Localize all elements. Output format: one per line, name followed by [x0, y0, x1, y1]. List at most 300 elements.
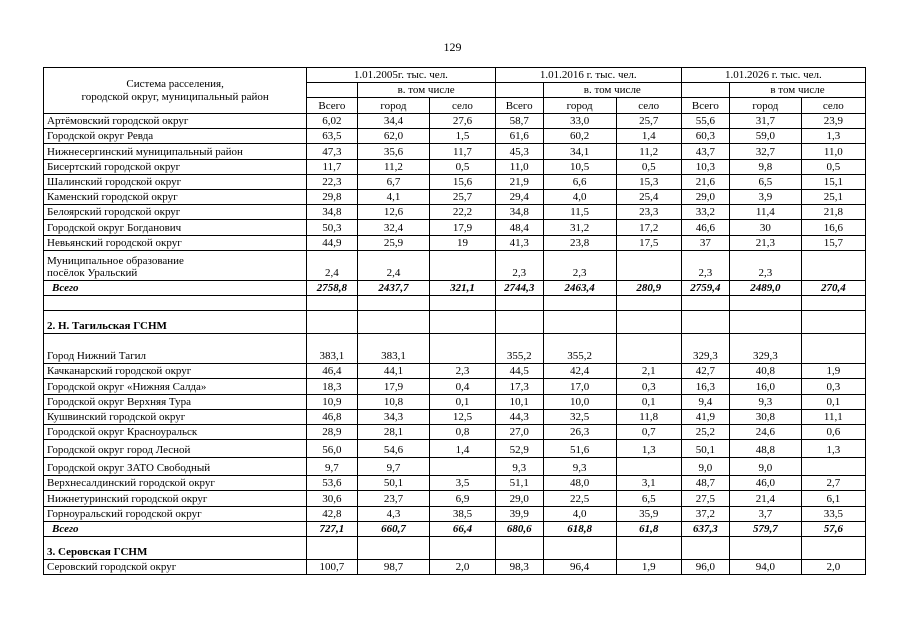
empty-cell — [44, 296, 307, 311]
total-row — [44, 280, 866, 296]
table-row — [44, 114, 866, 129]
value-cell: 329,3 — [681, 334, 729, 364]
value-cell: 15,1 — [801, 174, 865, 189]
district-name: Городской округ Ревда — [44, 129, 307, 144]
value-cell: 29,0 — [681, 189, 729, 204]
empty-cell — [430, 537, 495, 560]
empty-cell — [616, 296, 681, 311]
value-cell: 3,1 — [616, 476, 681, 491]
district-name-line: Муниципальное образование — [47, 254, 184, 267]
table-row — [44, 458, 866, 476]
district-name: Каменский городской округ — [44, 189, 307, 204]
value-cell: 3,9 — [730, 189, 802, 204]
value-cell: 30,6 — [307, 491, 357, 506]
value-cell: 25,1 — [801, 189, 865, 204]
district-name: Кушвинский городской округ — [44, 409, 307, 424]
empty-cell — [801, 296, 865, 311]
empty-cell — [801, 537, 865, 560]
value-cell: 38,5 — [430, 506, 495, 521]
value-cell: 4,3 — [357, 506, 430, 521]
value-cell: 355,2 — [495, 334, 543, 364]
header-line: Система расселения, — [126, 77, 224, 90]
value-cell: 0,5 — [430, 159, 495, 174]
value-cell — [430, 334, 495, 364]
table-row — [44, 220, 866, 235]
value-cell: 2,3 — [495, 250, 543, 280]
value-cell: 31,7 — [730, 114, 802, 129]
total-value-cell: 2759,4 — [681, 280, 729, 296]
value-cell: 48,7 — [681, 476, 729, 491]
header-including: в. том числе — [357, 83, 495, 98]
table-row — [44, 235, 866, 250]
district-name: Невьянский городской округ — [44, 235, 307, 250]
table-row — [44, 491, 866, 506]
total-value-cell: 280,9 — [616, 280, 681, 296]
value-cell: 23,3 — [616, 205, 681, 220]
empty-cell — [543, 537, 616, 560]
value-cell: 11,4 — [730, 205, 802, 220]
value-cell: 0,8 — [430, 424, 495, 439]
value-cell: 18,3 — [307, 379, 357, 394]
value-cell: 44,5 — [495, 364, 543, 379]
value-cell: 10,8 — [357, 394, 430, 409]
value-cell: 42,8 — [307, 506, 357, 521]
value-cell: 1,9 — [801, 364, 865, 379]
value-cell: 383,1 — [357, 334, 430, 364]
table-row — [44, 144, 866, 159]
value-cell: 60,3 — [681, 129, 729, 144]
total-value-cell: 579,7 — [730, 521, 802, 537]
value-cell: 60,2 — [543, 129, 616, 144]
value-cell: 0,1 — [801, 394, 865, 409]
value-cell: 32,5 — [543, 409, 616, 424]
value-cell: 21,3 — [730, 235, 802, 250]
value-cell — [616, 458, 681, 476]
value-cell: 50,1 — [681, 440, 729, 458]
header-period-2026: 1.01.2026 г. тыс. чел. — [681, 68, 865, 83]
value-cell: 22,5 — [543, 491, 616, 506]
value-cell: 17,9 — [430, 220, 495, 235]
value-cell: 46,8 — [307, 409, 357, 424]
total-value-cell: 61,8 — [616, 521, 681, 537]
value-cell: 63,5 — [307, 129, 357, 144]
district-name: Нижнетуринский городской округ — [44, 491, 307, 506]
table-row — [44, 560, 866, 575]
value-cell: 39,9 — [495, 506, 543, 521]
value-cell: 56,0 — [307, 440, 357, 458]
value-cell: 3,5 — [430, 476, 495, 491]
total-value-cell: 2463,4 — [543, 280, 616, 296]
value-cell: 32,4 — [357, 220, 430, 235]
value-cell — [616, 334, 681, 364]
value-cell: 9,0 — [730, 458, 802, 476]
value-cell: 9,7 — [307, 458, 357, 476]
value-cell: 9,3 — [730, 394, 802, 409]
table-row — [44, 424, 866, 439]
value-cell: 30 — [730, 220, 802, 235]
empty-cell — [616, 311, 681, 334]
value-cell: 34,8 — [495, 205, 543, 220]
value-cell: 27,5 — [681, 491, 729, 506]
value-cell: 10,0 — [543, 394, 616, 409]
value-cell: 46,4 — [307, 364, 357, 379]
total-value-cell: 2489,0 — [730, 280, 802, 296]
value-cell: 0,7 — [616, 424, 681, 439]
section-title: 2. Н. Тагильская ГСНМ — [44, 311, 307, 334]
total-value-cell: 2744,3 — [495, 280, 543, 296]
value-cell: 33,2 — [681, 205, 729, 220]
value-cell: 41,3 — [495, 235, 543, 250]
district-name: Качканарский городской округ — [44, 364, 307, 379]
value-cell: 9,0 — [681, 458, 729, 476]
value-cell: 9,3 — [543, 458, 616, 476]
value-cell: 48,8 — [730, 440, 802, 458]
empty-cell — [616, 537, 681, 560]
total-value-cell: 321,1 — [430, 280, 495, 296]
district-name: Серовский городской округ — [44, 560, 307, 575]
value-cell — [616, 250, 681, 280]
value-cell: 17,2 — [616, 220, 681, 235]
empty-cell — [543, 296, 616, 311]
value-cell — [801, 334, 865, 364]
value-cell: 6,7 — [357, 174, 430, 189]
page-number: 129 — [443, 40, 462, 54]
value-cell: 6,5 — [616, 491, 681, 506]
district-name-line: посёлок Уральский — [47, 266, 138, 279]
value-cell: 329,3 — [730, 334, 802, 364]
value-cell: 44,9 — [307, 235, 357, 250]
value-cell: 1,3 — [801, 440, 865, 458]
value-cell: 25,9 — [357, 235, 430, 250]
district-name: Городской округ Богданович — [44, 220, 307, 235]
value-cell: 10,3 — [681, 159, 729, 174]
empty-cell — [730, 296, 802, 311]
value-cell: 51,1 — [495, 476, 543, 491]
header-period-2005: 1.01.2005г. тыс. чел. — [307, 68, 495, 83]
section-row — [44, 311, 866, 334]
header-empty — [681, 83, 729, 98]
value-cell: 55,6 — [681, 114, 729, 129]
total-value-cell: 727,1 — [307, 521, 357, 537]
value-cell: 29,4 — [495, 189, 543, 204]
value-cell: 15,7 — [801, 235, 865, 250]
total-value-cell: 680,6 — [495, 521, 543, 537]
value-cell: 52,9 — [495, 440, 543, 458]
value-cell: 17,3 — [495, 379, 543, 394]
value-cell: 96,4 — [543, 560, 616, 575]
table-row — [44, 379, 866, 394]
value-cell: 35,9 — [616, 506, 681, 521]
value-cell: 61,6 — [495, 129, 543, 144]
value-cell: 28,1 — [357, 424, 430, 439]
total-value-cell: 2437,7 — [357, 280, 430, 296]
header-city: город — [543, 98, 616, 114]
value-cell: 42,7 — [681, 364, 729, 379]
value-cell: 4,0 — [543, 506, 616, 521]
value-cell: 25,7 — [430, 189, 495, 204]
value-cell: 2,1 — [616, 364, 681, 379]
value-cell: 0,1 — [616, 394, 681, 409]
value-cell: 11,1 — [801, 409, 865, 424]
value-cell: 41,9 — [681, 409, 729, 424]
district-name: Бисертский городской округ — [44, 159, 307, 174]
total-value-cell: 2758,8 — [307, 280, 357, 296]
table-row — [44, 409, 866, 424]
empty-cell — [730, 311, 802, 334]
value-cell — [430, 250, 495, 280]
empty-cell — [357, 296, 430, 311]
total-value-cell: 66,4 — [430, 521, 495, 537]
table-row — [44, 250, 866, 280]
value-cell: 30,8 — [730, 409, 802, 424]
empty-cell — [730, 537, 802, 560]
table-row — [44, 189, 866, 204]
value-cell: 34,3 — [357, 409, 430, 424]
value-cell: 53,6 — [307, 476, 357, 491]
value-cell: 23,8 — [543, 235, 616, 250]
value-cell: 34,4 — [357, 114, 430, 129]
table-body — [44, 114, 866, 575]
value-cell: 21,4 — [730, 491, 802, 506]
district-name: Шалинский городской округ — [44, 174, 307, 189]
value-cell: 0,5 — [616, 159, 681, 174]
header-including: в. том числе — [543, 83, 681, 98]
empty-cell — [495, 311, 543, 334]
table-row — [44, 334, 866, 364]
district-name: Городской округ Верхняя Тура — [44, 394, 307, 409]
value-cell — [430, 458, 495, 476]
value-cell: 11,2 — [616, 144, 681, 159]
value-cell: 3,7 — [730, 506, 802, 521]
header-village: село — [801, 98, 865, 114]
value-cell: 2,3 — [430, 364, 495, 379]
value-cell: 42,4 — [543, 364, 616, 379]
empty-cell — [681, 296, 729, 311]
value-cell: 15,3 — [616, 174, 681, 189]
value-cell: 98,3 — [495, 560, 543, 575]
district-name: Городской округ ЗАТО Свободный — [44, 458, 307, 476]
value-cell: 50,1 — [357, 476, 430, 491]
value-cell: 0,5 — [801, 159, 865, 174]
value-cell: 48,0 — [543, 476, 616, 491]
header-total: Всего — [307, 98, 357, 114]
value-cell: 58,7 — [495, 114, 543, 129]
value-cell: 2,3 — [730, 250, 802, 280]
value-cell: 34,1 — [543, 144, 616, 159]
value-cell: 16,6 — [801, 220, 865, 235]
table-row — [44, 296, 866, 311]
total-value-cell: 57,6 — [801, 521, 865, 537]
empty-cell — [681, 311, 729, 334]
value-cell: 50,3 — [307, 220, 357, 235]
value-cell: 1,4 — [616, 129, 681, 144]
total-value-cell: 618,8 — [543, 521, 616, 537]
empty-cell — [495, 537, 543, 560]
district-name: Городской округ Красноуральск — [44, 424, 307, 439]
value-cell: 11,0 — [495, 159, 543, 174]
table-row — [44, 364, 866, 379]
value-cell: 12,6 — [357, 205, 430, 220]
header-line: городской округ, муниципальный район — [81, 90, 269, 103]
empty-cell — [357, 537, 430, 560]
district-name: Городской округ город Лесной — [44, 440, 307, 458]
value-cell: 2,4 — [307, 250, 357, 280]
value-cell: 44,1 — [357, 364, 430, 379]
value-cell: 31,2 — [543, 220, 616, 235]
header-city: город — [357, 98, 430, 114]
value-cell: 48,4 — [495, 220, 543, 235]
value-cell: 47,3 — [307, 144, 357, 159]
value-cell: 2,3 — [681, 250, 729, 280]
value-cell: 6,9 — [430, 491, 495, 506]
value-cell: 0,3 — [616, 379, 681, 394]
empty-cell — [495, 296, 543, 311]
value-cell: 12,5 — [430, 409, 495, 424]
value-cell: 9,7 — [357, 458, 430, 476]
value-cell: 29,0 — [495, 491, 543, 506]
value-cell: 2,0 — [801, 560, 865, 575]
value-cell: 0,4 — [430, 379, 495, 394]
table-row — [44, 205, 866, 220]
total-label: Всего — [44, 280, 307, 296]
value-cell: 6,02 — [307, 114, 357, 129]
value-cell: 25,4 — [616, 189, 681, 204]
value-cell: 383,1 — [307, 334, 357, 364]
empty-cell — [307, 296, 357, 311]
value-cell: 43,7 — [681, 144, 729, 159]
value-cell: 19 — [430, 235, 495, 250]
value-cell: 27,6 — [430, 114, 495, 129]
section-row — [44, 537, 866, 560]
district-name — [44, 250, 307, 280]
value-cell: 16,3 — [681, 379, 729, 394]
value-cell: 1,3 — [801, 129, 865, 144]
table-row — [44, 394, 866, 409]
value-cell: 28,9 — [307, 424, 357, 439]
value-cell: 46,0 — [730, 476, 802, 491]
value-cell: 17,5 — [616, 235, 681, 250]
value-cell: 9,3 — [495, 458, 543, 476]
value-cell: 16,0 — [730, 379, 802, 394]
value-cell: 26,3 — [543, 424, 616, 439]
value-cell: 9,8 — [730, 159, 802, 174]
section-title: 3. Серовская ГСНМ — [44, 537, 307, 560]
total-value-cell: 637,3 — [681, 521, 729, 537]
table-row — [44, 440, 866, 458]
district-name: Артёмовский городской округ — [44, 114, 307, 129]
value-cell: 10,5 — [543, 159, 616, 174]
value-cell: 46,6 — [681, 220, 729, 235]
value-cell: 45,3 — [495, 144, 543, 159]
value-cell: 1,3 — [616, 440, 681, 458]
header-settlement-system — [44, 68, 307, 114]
total-value-cell: 660,7 — [357, 521, 430, 537]
value-cell: 24,6 — [730, 424, 802, 439]
value-cell: 1,4 — [430, 440, 495, 458]
value-cell: 33,0 — [543, 114, 616, 129]
value-cell: 21,9 — [495, 174, 543, 189]
value-cell: 1,5 — [430, 129, 495, 144]
value-cell: 0,1 — [430, 394, 495, 409]
value-cell: 4,1 — [357, 189, 430, 204]
total-label: Всего — [44, 521, 307, 537]
value-cell: 21,6 — [681, 174, 729, 189]
district-name: Городской округ «Нижняя Салда» — [44, 379, 307, 394]
value-cell — [801, 458, 865, 476]
table-row — [44, 476, 866, 491]
value-cell: 54,6 — [357, 440, 430, 458]
value-cell: 10,1 — [495, 394, 543, 409]
value-cell: 2,7 — [801, 476, 865, 491]
value-cell: 44,3 — [495, 409, 543, 424]
district-name: Нижнесергинский муниципальный район — [44, 144, 307, 159]
value-cell: 2,3 — [543, 250, 616, 280]
value-cell: 6,5 — [730, 174, 802, 189]
value-cell: 17,0 — [543, 379, 616, 394]
empty-cell — [801, 311, 865, 334]
district-name: Город Нижний Тагил — [44, 334, 307, 364]
header-empty — [495, 83, 543, 98]
empty-cell — [307, 311, 357, 334]
value-cell: 96,0 — [681, 560, 729, 575]
value-cell: 27,0 — [495, 424, 543, 439]
table-row — [44, 506, 866, 521]
value-cell: 94,0 — [730, 560, 802, 575]
value-cell: 59,0 — [730, 129, 802, 144]
value-cell: 34,8 — [307, 205, 357, 220]
value-cell: 62,0 — [357, 129, 430, 144]
value-cell: 35,6 — [357, 144, 430, 159]
value-cell: 98,7 — [357, 560, 430, 575]
value-cell: 6,1 — [801, 491, 865, 506]
district-name: Горноуральский городской округ — [44, 506, 307, 521]
value-cell: 23,7 — [357, 491, 430, 506]
value-cell: 10,9 — [307, 394, 357, 409]
value-cell: 15,6 — [430, 174, 495, 189]
value-cell: 22,2 — [430, 205, 495, 220]
district-name: Белоярский городской округ — [44, 205, 307, 220]
value-cell: 11,5 — [543, 205, 616, 220]
value-cell: 25,2 — [681, 424, 729, 439]
value-cell: 22,3 — [307, 174, 357, 189]
value-cell: 33,5 — [801, 506, 865, 521]
value-cell: 0,6 — [801, 424, 865, 439]
value-cell: 355,2 — [543, 334, 616, 364]
value-cell: 100,7 — [307, 560, 357, 575]
value-cell: 2,4 — [357, 250, 430, 280]
value-cell: 25,7 — [616, 114, 681, 129]
value-cell: 1,9 — [616, 560, 681, 575]
total-row — [44, 521, 866, 537]
value-cell: 23,9 — [801, 114, 865, 129]
header-city: город — [730, 98, 802, 114]
value-cell: 29,8 — [307, 189, 357, 204]
empty-cell — [307, 537, 357, 560]
value-cell: 21,8 — [801, 205, 865, 220]
value-cell: 4,0 — [543, 189, 616, 204]
value-cell: 11,8 — [616, 409, 681, 424]
value-cell: 11,7 — [430, 144, 495, 159]
table-row — [44, 159, 866, 174]
header-period-2016: 1.01.2016 г. тыс. чел. — [495, 68, 681, 83]
value-cell: 17,9 — [357, 379, 430, 394]
value-cell: 2,0 — [430, 560, 495, 575]
value-cell: 11,2 — [357, 159, 430, 174]
empty-cell — [681, 537, 729, 560]
empty-cell — [430, 311, 495, 334]
value-cell: 11,0 — [801, 144, 865, 159]
table-row — [44, 129, 866, 144]
